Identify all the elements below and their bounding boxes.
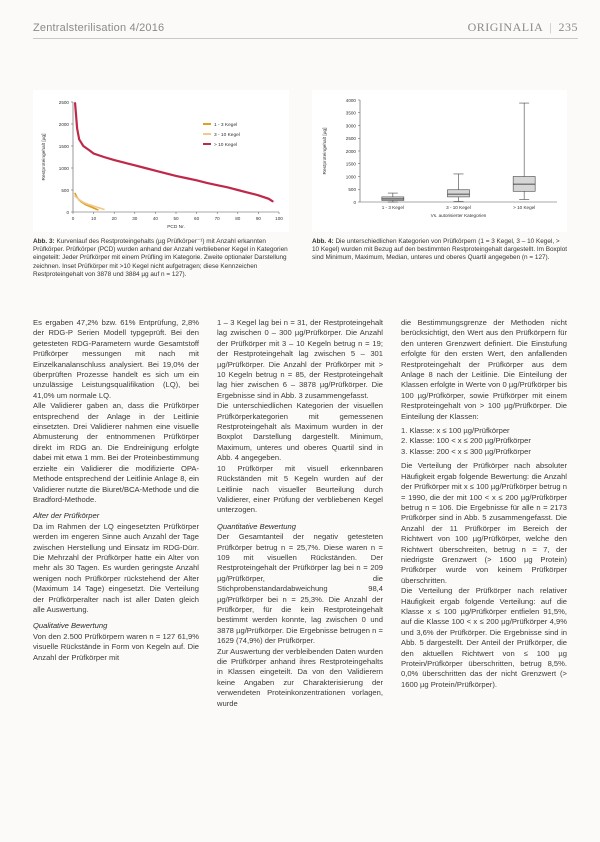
- paragraph: Alle Validierer gaben an, dass die Prüfkörper entsprechend der Anlage in der Leitlinie einsetzten. Drei Validierer nahmen eine visuelle Abmusterung der entnommenen Prüfkörper direkt im RDG an. Die Endreinigung erfolgte dabei mit etwa 1 mm. Bei der Proteinbestimmung erzielte ein Validierer die modifizierte OPA-Methode entsprechend der Leitlinie Anlage 8, ein Validierer nutzte die Biuret/BCA-Methode und die Bradford-Methode.: [33, 401, 199, 504]
- data-point: [165, 172, 167, 174]
- data-point: [237, 189, 239, 191]
- figure-4-caption-label: Abb. 4:: [312, 238, 334, 245]
- y-tick-label: 1500: [345, 161, 356, 167]
- data-point: [95, 208, 97, 210]
- x-axis-label: Vs. autorisierter Kategorien: [430, 213, 487, 218]
- legend-label: 3 - 10 Kegel: [214, 132, 240, 138]
- data-point: [175, 175, 177, 177]
- paragraph: Die Verteilung der Prüfkörper nach absoluter Häufigkeit ergab folgende Bewertung: die Anzahl der Prüfkörper mit x ≤ 100 µg/Prüfkörper betrug n = 1990, die der mit 100 < x ≤ 200 µg/Prüfkörper betrug n = 106. Die Ergebnisse für alle n = 2173 Prüfkörper sind in Abb. 5 zusammengefasst. Die Anzahl der 11 Prüfkörper im Bereich der Richtwert von 100 µg/Prüfkörper, welche den Richtwert überschreiten, betrug n = 7, der niedrigste Grenzwert (> 1600 µg Protein) Prüfkörper wurde von keinem Prüfkörper überschritten.: [401, 461, 567, 585]
- y-axis-label: Restproteingehalt [µg]: [323, 127, 328, 175]
- y-tick-label: 500: [61, 187, 69, 193]
- data-point: [93, 153, 95, 155]
- figure-4-caption-text: Die unterschiedlichen Kategorien von Prüfkörpern (1 = 3 Kegel, 3 – 10 Kegel, > 10 Kegel) wurden mit Bezug auf den bestimmten Restproteingehalt dargestellt. Im Boxplot sind Minimum, Maximum, Median, unteres und oberes Quartil angegeben (n = 127).: [312, 238, 568, 262]
- subheading-alter: Alter der Prüfkörper: [33, 511, 100, 521]
- box-chart: [312, 90, 567, 232]
- paragraph: die Bestimmungsgrenze der Methoden nicht berücksichtigt, den Wert aus den Prüfkörpern für den unteren Grenzwert definiert. Die Einstufung erfolgte für den ersten Wert, den anfallenden Restproteingehalt der Prüfkörper aus dem Anlage 8 nach der Leitlinie. Die Einteilung der Klassen erfolgte in Werte von 0 µg/Prüfkörper bis 100 µg/Prüfkörper, sowie Prüfkörper mit einem Restproteingehalt von > 100 µg/Prüfkörper. Die Einteilung der Klassen:: [401, 318, 567, 421]
- figure-4-caption: [312, 238, 568, 263]
- y-tick-label: 3500: [345, 110, 356, 116]
- list-item: 3. Klasse: 200 < x ≤ 300 µg/Prüfkörper: [401, 446, 531, 456]
- data-point: [113, 159, 115, 161]
- subheading-qualitative: Qualitative Bewertung: [33, 621, 108, 631]
- figure-3-caption: [33, 238, 291, 279]
- data-point: [97, 209, 99, 211]
- data-point: [206, 182, 208, 184]
- legend-label: 1 - 3 Kegel: [214, 122, 238, 128]
- y-tick-label: 1000: [58, 165, 69, 171]
- paragraph: Von den 2.500 Prüfkörpern waren n = 127 61,9% visuelle Rückstände in Form von Kegeln auf. Die Anzahl der Prüfkörper mit: [33, 631, 199, 662]
- data-point: [82, 201, 84, 203]
- x-tick-label: 50: [173, 216, 179, 221]
- page-number: 235: [558, 20, 578, 34]
- data-point: [74, 195, 76, 197]
- y-tick-label: 0: [66, 209, 69, 215]
- text-column-3: [401, 318, 567, 690]
- x-tick-label: 40: [152, 216, 158, 221]
- data-point: [258, 194, 260, 196]
- section-page: ORIGINALIA | 235: [467, 20, 578, 34]
- y-tick-label: 0: [353, 199, 356, 205]
- paragraph: Da im Rahmen der LQ eingesetzten Prüfkörper werden im engeren Sinne auch Anzahl der Tage zwischen Herstellung und Einsatz im RDG-Dürr. Die Mehrzahl der Prüfkörper hatte ein Alter von mehr als 30 Tagen. Es wurden geringste Anzahl wenigen noch Prüfkörper rückstehend der Alter (Maximum 14 Tage) eingesetzt. Die Verteilung der Prüfkörperalter nach ist aller Daten gleich alle Auswertung.: [33, 521, 199, 614]
- figure-3-caption-text: Kurvenlauf des Restproteingehalts (µg Prüfkörper⁻¹) mit Anzahl erkannten Prüfkörper. Prüfkörper (PCD) wurden anhand der Anzahl verbliebener Kegel in Kategorien eingeteilt: Jeder Prüfkörper mit einem Prüfling im Kategorie. Zweite optionaler Darstellung zeichnen. Inset Prüfkörper mit >10 Kegel nicht aufgetragen; diese Kennzeichen Restproteingehalt von 3878 und 3884 µg auf n = 127).: [33, 238, 288, 278]
- data-point: [87, 203, 89, 205]
- data-point: [89, 150, 91, 152]
- data-point: [272, 201, 274, 203]
- journal-issue: Zentralsterilisation 4/2016: [33, 22, 165, 34]
- y-tick-label: 2000: [58, 121, 69, 127]
- header-rule: [33, 38, 578, 39]
- data-point: [78, 139, 80, 141]
- paragraph: 1 – 3 Kegel lag bei n = 31, der Restproteingehalt lag zwischen 0 – 300 µg/Prüfkörper. Die Anzahl der Prüfkörper mit 3 – 10 Kegeln betrug n = 19; der Restproteingehalt lag zwischen 5 – 301 µg/Prüfkörper. Die Anzahl der Prüfkörper mit > 10 Kegeln betrug n = 85, der Restproteingehalt lag hier zwischen 6 – 3878 µg/Prüfkörper. Die Ergebnisse sind in Abb. 3 zusammengefasst.: [217, 318, 383, 400]
- subheading-quantitative: Quantitative Bewertung: [217, 521, 296, 531]
- box: [448, 190, 470, 197]
- x-tick-label: 0: [71, 216, 75, 221]
- data-point: [78, 199, 80, 201]
- paragraph: Der Gesamtanteil der negativ getesteten Prüfkörper betrug n = 25,7%. Diese waren n = 109 mit visuellen Rückständen. Der Restproteingehalt der Prüfkörper lag bei n = 209 µg/Prüfkörper, die Stichprobenstandardabweichung 98,4 µg/Prüfkörper bei n = 25,3%. Die Anzahl der Prüfkörper, für die kein Restproteingehalt bestimmt werden konnte, lag zwischen 0 und 3878 µg/Prüfkörper. Die Ergebnisse betrugen n = 1629 (74,9%) der Prüfkörper.: [217, 532, 383, 646]
- y-tick-label: 2500: [58, 99, 69, 105]
- data-point: [103, 208, 105, 210]
- data-point: [74, 193, 76, 195]
- x-tick-label: 90: [255, 216, 261, 221]
- y-tick-label: 4000: [345, 97, 356, 103]
- data-point: [91, 205, 93, 207]
- series-line: [75, 194, 98, 210]
- x-tick-label: 10: [91, 216, 97, 221]
- data-point: [95, 206, 97, 208]
- y-tick-label: 2000: [345, 148, 356, 154]
- figure-3-chart: [33, 90, 289, 232]
- paragraph: 10 Prüfkörper mit visuell erkennbaren Rückständen mit 5 Kegeln wurden auf der Leitlinie nach visueller Beurteilung durch Validierer, einer Prüfung der verbliebenen Kegel unterzogen.: [217, 463, 383, 515]
- paragraph: Zur Auswertung der verbleibenden Daten wurden die Prüfkörper anhand ihres Restproteingehalts in Klassen eingeteilt. Da von den Validierern keine Angaben zur Charakterisierung der verwendeten Proteinkonzentrationen vorlagen, wurde: [217, 646, 383, 708]
- y-tick-label: 1000: [345, 174, 356, 180]
- data-point: [74, 102, 76, 104]
- data-point: [196, 179, 198, 181]
- figure-4-chart: [312, 90, 567, 232]
- data-point: [124, 162, 126, 164]
- legend-label: > 10 Kegel: [214, 142, 238, 148]
- y-tick-label: 500: [348, 187, 356, 193]
- text-column-1: [33, 318, 199, 663]
- data-point: [227, 186, 229, 188]
- data-point: [82, 145, 84, 147]
- list-item: 1. Klasse: x ≤ 100 µg/Prüfkörper: [401, 426, 510, 436]
- list-item: 2. Klasse: 100 < x ≤ 200 µg/Prüfkörper: [401, 436, 531, 446]
- y-tick-label: 2500: [345, 136, 356, 142]
- data-point: [185, 177, 187, 179]
- x-tick-label: 30: [132, 216, 138, 221]
- class-list: [401, 426, 567, 457]
- data-point: [76, 128, 78, 130]
- x-tick-label: 60: [194, 216, 200, 221]
- category-label: 3 - 10 Kegel: [446, 205, 471, 210]
- data-point: [216, 184, 218, 186]
- figure-3-caption-label: Abb. 3:: [33, 238, 55, 245]
- data-point: [144, 167, 146, 169]
- data-point: [268, 198, 270, 200]
- paragraph: Die unterschiedlichen Kategorien der visuellen Prüfkörperkategorien mit gemessenen Restproteingehalt als Maximum wurden in der Boxplot Darstellung dargestellt. Minimum, Maximum, unteres und oberes Quartil sind in Abb. 4 angegeben.: [217, 401, 383, 463]
- data-point: [93, 207, 95, 209]
- page-header: [0, 0, 600, 40]
- y-tick-label: 1500: [58, 143, 69, 149]
- x-axis-label: PCD Nr.: [167, 225, 185, 230]
- data-point: [155, 170, 157, 172]
- text-column-2: [217, 318, 383, 709]
- category-label: > 10 Kegel: [513, 205, 536, 210]
- x-tick-label: 20: [111, 216, 117, 221]
- y-axis-label: Restproteingehalt [µg]: [42, 133, 47, 181]
- x-tick-label: 100: [275, 216, 283, 221]
- data-point: [91, 206, 93, 208]
- category-label: 1 - 3 Kegel: [381, 205, 404, 210]
- data-point: [134, 164, 136, 166]
- x-tick-label: 80: [235, 216, 241, 221]
- line-chart: [33, 90, 289, 232]
- data-point: [247, 192, 249, 194]
- data-point: [99, 207, 101, 209]
- paragraph: Es ergaben 47,2% bzw. 61% Entprüfung, 2,8% der RDG-P Serien Modell typgeprüft. Bei den getesteten RDG-Parametern wurde Gesamtstoff Prüfkörper messungen mit nach mit Einzelkanalanschluss analysiert. Bei 19,0% der überprüften Prozesse handelt es sich um ein unzulässige Leistungsqualifikation (LQ), bei 41,0% um normale LQ.: [33, 318, 199, 400]
- y-tick-label: 3000: [345, 123, 356, 129]
- paragraph: Die Verteilung der Prüfkörper nach relativer Häufigkeit ergab folgende Verteilung: auf die Klasse x ≤ 100 µg/Prüfkörper entfielen 91,5%, auf die Klasse 100 < x ≤ 200 µg/Prüfkörper 4,9% und 3,6% der Prüfkörper. Die Ergebnisse sind in Abb. 5 dargestellt. Der Anteil der Prüfkörper, die den aktuellen Richtwert von ≤ 100 µg Protein/Prüfkörper überschritten, betrug 8,5%. 0,0% überschritten das der nicht Grenzwert (> 1600 µg Protein/Prüfkörper).: [401, 586, 567, 689]
- data-point: [103, 156, 105, 158]
- x-tick-label: 70: [214, 216, 220, 221]
- section-title: ORIGINALIA: [467, 20, 543, 34]
- series-line: [75, 103, 273, 202]
